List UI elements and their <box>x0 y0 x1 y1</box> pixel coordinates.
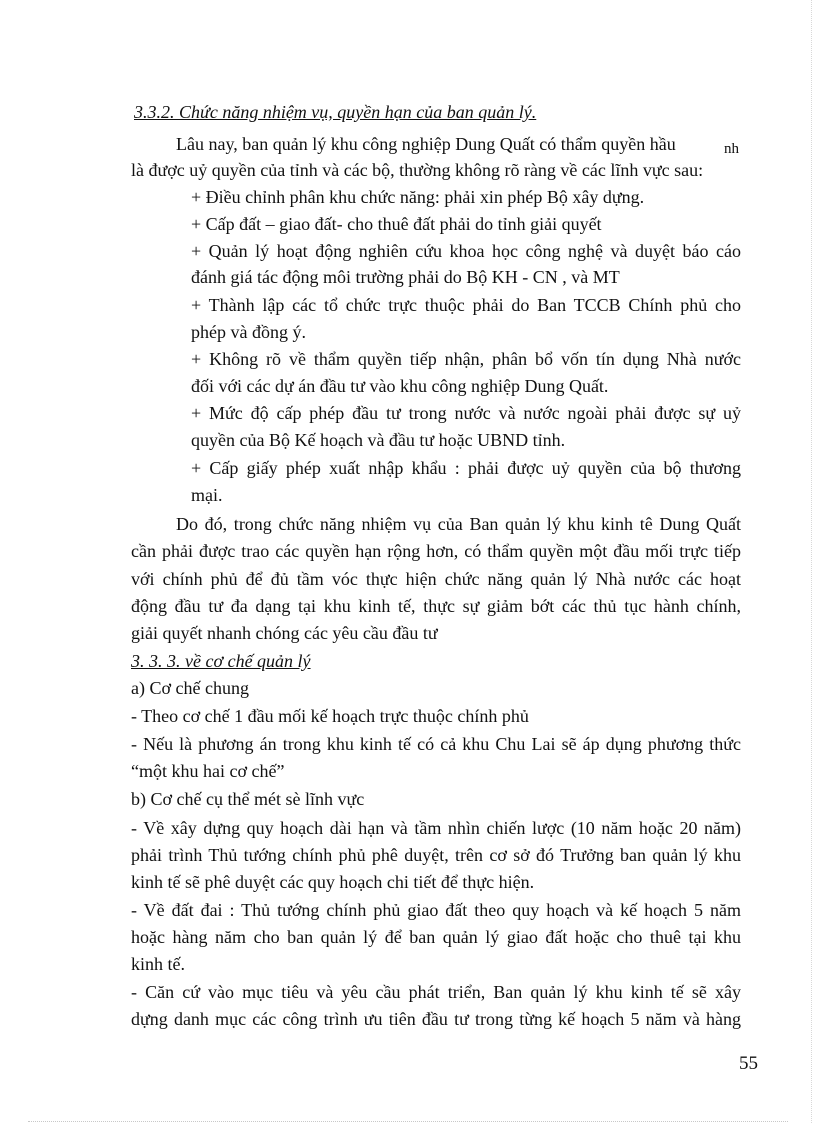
bullet-line: + Mức độ cấp phép đầu tư trong nước và nước ngoài phải được sự uỷ <box>191 403 741 423</box>
bullet-line: + Thành lập các tổ chức trực thuộc phải do Ban TCCB Chính phủ cho <box>191 295 741 315</box>
paragraph-line: - Về xây dựng quy hoạch dài hạn và tầm nhìn chiến lược (10 năm hoặc 20 năm) <box>131 818 741 838</box>
paragraph-line: kinh tế sẽ phê duyệt các quy hoạch chi tiết để thực hiện. <box>131 872 535 892</box>
bullet-line: đánh giá tác động môi trường phải do Bộ KH - CN , và MT <box>191 267 620 287</box>
paragraph-line: động đầu tư đa dạng tại khu kinh tế, thực sự giảm bớt các thủ tục hành chính, <box>131 596 741 616</box>
paragraph-line: dựng danh mục các công trình ưu tiên đầu tư trong từng kế hoạch 5 năm và hàng <box>131 1009 741 1029</box>
paragraph-line: là được uỷ quyền của tỉnh và các bộ, thường không rõ ràng về các lĩnh vực sau: <box>131 160 704 180</box>
bullet-line: + Không rõ về thẩm quyền tiếp nhận, phân bổ vốn tín dụng Nhà nước <box>191 349 741 369</box>
bullet-line: phép và đồng ý. <box>191 322 306 342</box>
section-3-3-3-heading: 3. 3. 3. về cơ chế quản lý <box>131 651 311 671</box>
bullet-line: quyền của Bộ Kế hoạch và đầu tư hoặc UBND tỉnh. <box>191 430 566 450</box>
bullet-line: mại. <box>191 485 223 505</box>
bullet-line: đối với các dự án đầu tư vào khu công nghiệp Dung Quất. <box>191 376 609 396</box>
paragraph-line: Lâu nay, ban quản lý khu công nghiệp Dung Quất có thẩm quyền hầu <box>176 134 676 154</box>
page-border-right <box>811 0 812 1123</box>
page-number: 55 <box>739 1053 758 1074</box>
section-3-3-2-heading: 3.3.2. Chức năng nhiệm vụ, quyền hạn của ban quản lý. <box>134 102 537 122</box>
paragraph-line: hoặc hàng năm cho ban quản lý để ban quản lý giao đất hoặc cho thuê tại khu <box>131 927 741 947</box>
bullet-line: + Điều chỉnh phân khu chức năng: phải xin phép Bộ xây dựng. <box>191 187 645 207</box>
paragraph-line: phải trình Thủ tướng chính phủ phê duyệt, trên cơ sở đó Trưởng ban quản lý khu <box>131 845 741 865</box>
subsection-b-heading: b) Cơ chế cụ thể mét sè lĩnh vực <box>131 789 365 809</box>
paragraph-line: - Căn cứ vào mục tiêu và yêu cầu phát triển, Ban quản lý khu kinh tế sẽ xây <box>131 982 741 1002</box>
paragraph-line: kinh tế. <box>131 954 185 974</box>
bullet-line: + Quản lý hoạt động nghiên cứu khoa học công nghệ và duyệt báo cáo <box>191 241 741 261</box>
subsection-a-heading: a) Cơ chế chung <box>131 678 249 698</box>
bullet-line: + Cấp giấy phép xuất nhập khẩu : phải được uỷ quyền của bộ thương <box>191 458 741 478</box>
list-item: - Theo cơ chế 1 đầu mối kế hoạch trực thuộc chính phủ <box>131 706 529 726</box>
list-item: “một khu hai cơ chế” <box>131 761 285 781</box>
line-fragment: nh <box>724 141 739 157</box>
paragraph-line: - Về đất đai : Thủ tướng chính phủ giao đất theo quy hoạch và kế hoạch 5 năm <box>131 900 741 920</box>
paragraph-line: cần phải được trao các quyền hạn rộng hơn, có thẩm quyền một đầu mối trực tiếp <box>131 541 741 561</box>
paragraph-line: giải quyết nhanh chóng các yêu cầu đầu tư <box>131 623 438 643</box>
paragraph-line: Do đó, trong chức năng nhiệm vụ của Ban quản lý khu kinh tê Dung Quất <box>176 514 741 534</box>
page-border-bottom <box>28 1121 788 1122</box>
list-item: - Nếu là phương án trong khu kinh tế có cả khu Chu Lai sẽ áp dụng phương thức <box>131 734 741 754</box>
bullet-line: + Cấp đất – giao đất- cho thuê đất phải do tỉnh giải quyết <box>191 214 602 234</box>
paragraph-line: với chính phủ để đủ tầm vóc thực hiện chức năng quản lý Nhà nước các hoạt <box>131 569 741 589</box>
